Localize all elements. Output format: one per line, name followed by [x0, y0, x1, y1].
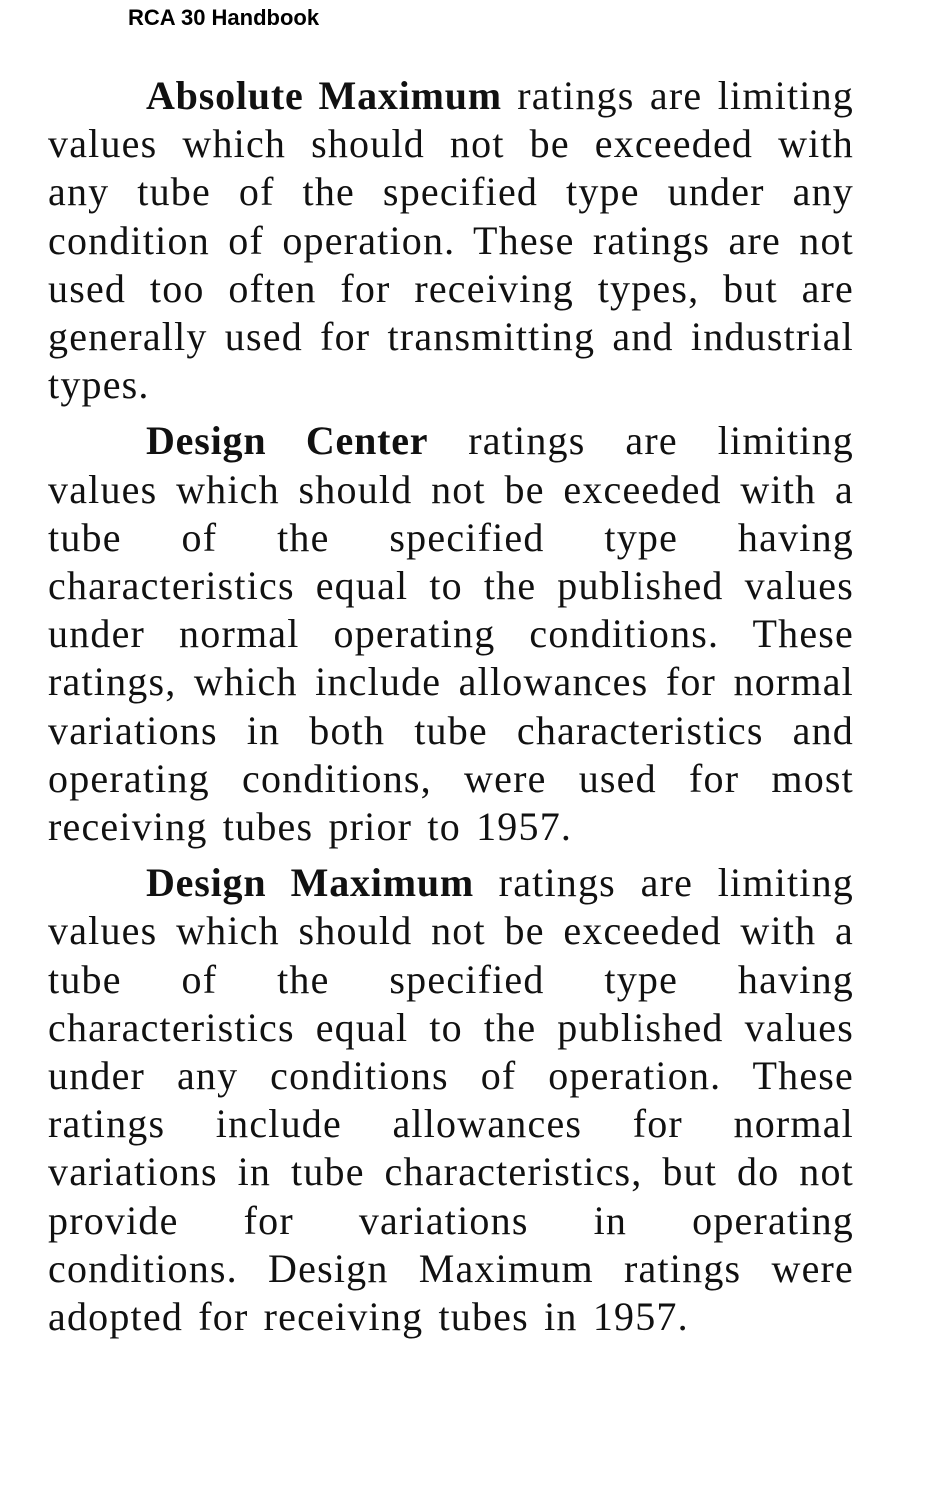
term-absolute-maximum: Absolute Maximum	[146, 73, 502, 118]
term-design-maximum: Design Maximum	[146, 860, 474, 906]
paragraph-design-center	[48, 417, 854, 851]
document-body	[48, 72, 854, 1349]
paragraph-absolute-maximum	[48, 72, 854, 409]
term-design-center: Design Center	[146, 418, 429, 464]
paragraph-text: ratings are limiting values which should not be exceeded with a tube of the specified type having characteristics equal to the published values under any conditions of operation. These ratings include allowances for normal variations in tube characteristics, but do not provide for variations in operating conditions. Design Maximum ratings were adopted for receiving tubes in 1957.	[48, 860, 854, 1340]
page-header-label: RCA 30 Handbook	[128, 5, 320, 30]
paragraph-text: ratings are limiting values which should not be exceeded with any tube of the specified type under any condition of operation. These ratings are not used too often for receiving types, but are generally used for transmitting and industrial types.	[48, 73, 855, 408]
paragraph-text: ratings are limiting values which should not be exceeded with a tube of the specified type having characteristics equal to the published values under normal operating conditions. These ratings, which include allowances for normal variations in both tube characteristics and operating conditions, were used for most receiving tubes prior to 1957.	[48, 418, 855, 850]
paragraph-design-maximum	[48, 859, 854, 1341]
